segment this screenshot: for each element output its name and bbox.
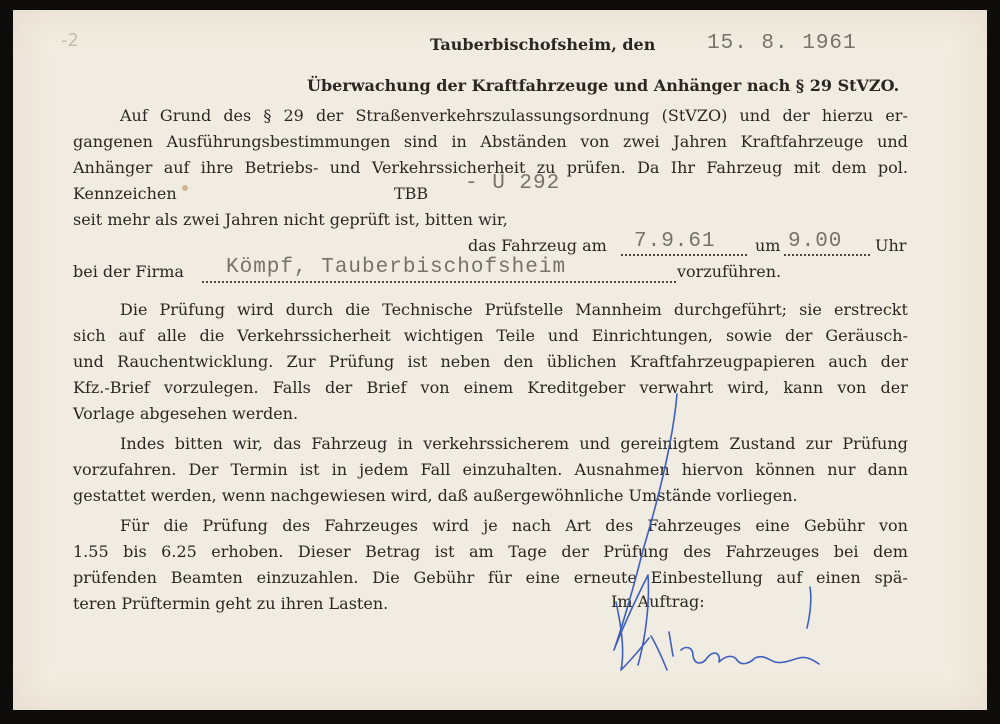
word: nur: [827, 460, 856, 479]
word: und: [547, 326, 579, 345]
word: der: [880, 352, 908, 371]
word: 29: [283, 106, 304, 125]
word: 6.25: [161, 542, 197, 561]
para3-line3: gestattet werden, wenn nachgewiesen wird, daß außergewöhnliche Umstände vorliegen.: [73, 486, 798, 505]
word: auf: [776, 568, 803, 587]
word: in: [451, 132, 467, 151]
word: prüfen.: [566, 158, 626, 177]
notice-title: Überwachung der Kraftfahrzeuge und Anhänger nach § 29 StVZO.: [307, 76, 900, 95]
word: Prüfung: [842, 434, 908, 453]
word: ist: [407, 352, 428, 371]
word: Fahrzeuges: [647, 516, 742, 535]
para4-line4: teren Prüftermin geht zu ihren Lasten.: [73, 594, 389, 613]
word: und: [73, 352, 104, 371]
kennzeichen-prefix: TBB: [394, 184, 429, 203]
word: Prüfung: [603, 542, 669, 561]
firma-suffix: vorzuführen.: [677, 262, 782, 281]
word: Prüfung: [202, 516, 268, 535]
signature-stroke-name: [651, 632, 819, 670]
word: wichtigen: [403, 326, 484, 345]
word: ihre: [200, 158, 234, 177]
para2-line5: Vorlage abgesehen werden.: [73, 404, 299, 423]
word: und: [877, 132, 908, 151]
word: des: [683, 542, 712, 561]
word: Technische: [382, 300, 473, 319]
word: Prüfstelle: [484, 300, 564, 319]
word: Kreditgeber: [527, 378, 626, 397]
word: Einbestellung: [650, 568, 763, 587]
appointment-suffix: Uhr: [875, 236, 907, 255]
word: auf: [118, 326, 145, 345]
word: Brief: [366, 378, 407, 397]
word: in: [397, 434, 413, 453]
word: Prüfung: [328, 352, 395, 371]
word: Beamten: [170, 568, 243, 587]
word: Für: [120, 516, 150, 535]
word: wird: [237, 300, 274, 319]
word: kann: [783, 378, 824, 397]
word: ist: [299, 460, 320, 479]
word: Verkehrssicherheit: [237, 326, 391, 345]
firma-label: bei der Firma: [73, 262, 184, 281]
word: gereinigtem: [620, 434, 720, 453]
word: spä-: [874, 568, 908, 587]
kennzeichen-typed: - U 292: [465, 172, 561, 195]
word: nach: [511, 516, 552, 535]
handwritten-signature: [13, 10, 987, 710]
word: Zur: [286, 352, 316, 371]
word: Die: [372, 568, 400, 587]
word: Der: [188, 460, 219, 479]
word: Teile: [496, 326, 535, 345]
word: wir,: [233, 434, 263, 453]
word: hiervon: [681, 460, 744, 479]
word: bitten: [174, 434, 223, 453]
word: zu: [536, 158, 556, 177]
word: und: [329, 158, 361, 177]
word: Die: [120, 300, 148, 319]
word: (StVZO): [661, 106, 728, 125]
appointment-prefix: das Fahrzeug am: [468, 236, 607, 255]
word: für: [488, 568, 512, 587]
word: mit: [793, 158, 821, 177]
word: und: [579, 434, 611, 453]
corner-mark: -2: [61, 30, 79, 51]
word: Ausführungsbestimmungen: [166, 132, 391, 151]
word: Verkehrssicherheit: [371, 158, 526, 177]
word: hierzu: [821, 106, 874, 125]
word: auf: [163, 158, 190, 177]
word: in: [331, 460, 348, 479]
word: erstreckt: [833, 300, 908, 319]
word: von: [580, 132, 610, 151]
word: üblichen: [546, 352, 617, 371]
word: der: [324, 378, 353, 397]
word: sie: [799, 300, 822, 319]
word: von: [878, 516, 908, 535]
word: Kraftfahrzeugpapieren: [629, 352, 816, 371]
para1-line5: seit mehr als zwei Jahren nicht geprüft ist, bitten wir,: [73, 210, 508, 229]
word: Termin: [230, 460, 288, 479]
word: sich: [73, 326, 106, 345]
appointment-time-typed: 9.00: [788, 230, 843, 253]
word: Fahrzeuges: [725, 542, 820, 561]
word: des: [223, 106, 252, 125]
word: das: [273, 434, 302, 453]
word: Gebühr: [413, 568, 475, 587]
word: den: [503, 352, 534, 371]
word: prüfenden: [73, 568, 157, 587]
word: Kraftfahrzeuge: [740, 132, 864, 151]
word: Fahrzeug: [311, 434, 388, 453]
word: zwei: [622, 132, 660, 151]
word: und: [739, 106, 771, 125]
signature-stroke-main: [614, 394, 677, 665]
kennzeichen-label: Kennzeichen: [73, 184, 177, 203]
word: Kfz.-Brief: [73, 378, 150, 397]
word: Ausnahmen: [574, 460, 670, 479]
word: durch: [285, 300, 334, 319]
word: Anhänger: [73, 158, 153, 177]
word: dann: [867, 460, 908, 479]
word: Indes: [120, 434, 165, 453]
signature-stroke-flourish: [807, 587, 811, 628]
word: eine: [755, 516, 790, 535]
word: Prüfung: [159, 300, 225, 319]
closing-im-auftrag: Im Auftrag:: [611, 592, 705, 611]
word: einzuzahlen.: [256, 568, 359, 587]
word: Betriebs-: [244, 158, 319, 177]
word: die: [345, 300, 371, 319]
word: er-: [885, 106, 908, 125]
word: alle: [157, 326, 187, 345]
word: durchgeführt;: [673, 300, 788, 319]
word: bis: [123, 542, 147, 561]
word: einzuhalten.: [462, 460, 563, 479]
word: verkehrssicherem: [423, 434, 570, 453]
word: von: [420, 378, 450, 397]
word: wird,: [727, 378, 770, 397]
word: jedem: [359, 460, 409, 479]
word: des: [605, 516, 634, 535]
word: vorzufahren.: [73, 460, 177, 479]
word: Fahrzeug: [706, 158, 783, 177]
word: Fall: [420, 460, 451, 479]
word: einen: [816, 568, 861, 587]
word: zur: [805, 434, 833, 453]
word: Betrag: [365, 542, 421, 561]
word: erneute: [573, 568, 637, 587]
place-label: Tauberbischofsheim, den: [430, 35, 656, 54]
word: Zustand: [729, 434, 796, 453]
word: sowie: [725, 326, 773, 345]
word: Falls: [272, 378, 311, 397]
word: am: [468, 542, 494, 561]
word: Gebühr: [803, 516, 865, 535]
word: bei: [833, 542, 859, 561]
word: Straßenverkehrszulassungsordnung: [355, 106, 650, 125]
word: der: [561, 542, 589, 561]
word: Tage: [508, 542, 547, 561]
word: erhoben.: [211, 542, 284, 561]
word: von: [837, 378, 867, 397]
word: der: [785, 326, 813, 345]
word: des: [282, 516, 311, 535]
appointment-date-typed: 7.9.61: [634, 230, 716, 253]
word: Grund: [159, 106, 212, 125]
word: dem: [873, 542, 908, 561]
word: §: [263, 106, 272, 125]
word: Rauchentwicklung.: [117, 352, 274, 371]
word: können: [755, 460, 816, 479]
firma-typed: Kömpf, Tauberbischofsheim: [226, 256, 567, 279]
word: Einrichtungen,: [591, 326, 714, 345]
word: Mannheim: [575, 300, 662, 319]
word: sind: [403, 132, 438, 151]
word: neben: [440, 352, 491, 371]
word: auch: [828, 352, 868, 371]
word: Fahrzeuges: [324, 516, 419, 535]
word: Art: [565, 516, 591, 535]
word: Geräusch-: [825, 326, 908, 345]
word: der: [880, 378, 908, 397]
word: wird: [432, 516, 469, 535]
postcard: [13, 10, 987, 710]
word: Auf: [120, 106, 148, 125]
word: Da: [637, 158, 660, 177]
word: die: [163, 516, 189, 535]
appointment-um: um: [755, 236, 781, 255]
word: ist: [434, 542, 455, 561]
date-typed: 15. 8. 1961: [707, 32, 857, 55]
word: je: [483, 516, 498, 535]
word: Jahren: [673, 132, 727, 151]
word: einem: [463, 378, 514, 397]
word: verwahrt: [639, 378, 714, 397]
word: Ihr: [670, 158, 696, 177]
word: eine: [525, 568, 561, 587]
word: Dieser: [297, 542, 351, 561]
word: dem: [831, 158, 867, 177]
word: der: [315, 106, 344, 125]
word: gangenen: [73, 132, 153, 151]
word: der: [782, 106, 810, 125]
word: die: [199, 326, 225, 345]
word: vorzulegen.: [163, 378, 259, 397]
word: pol.: [877, 158, 908, 177]
word: 1.55: [73, 542, 109, 561]
word: Abständen: [480, 132, 567, 151]
